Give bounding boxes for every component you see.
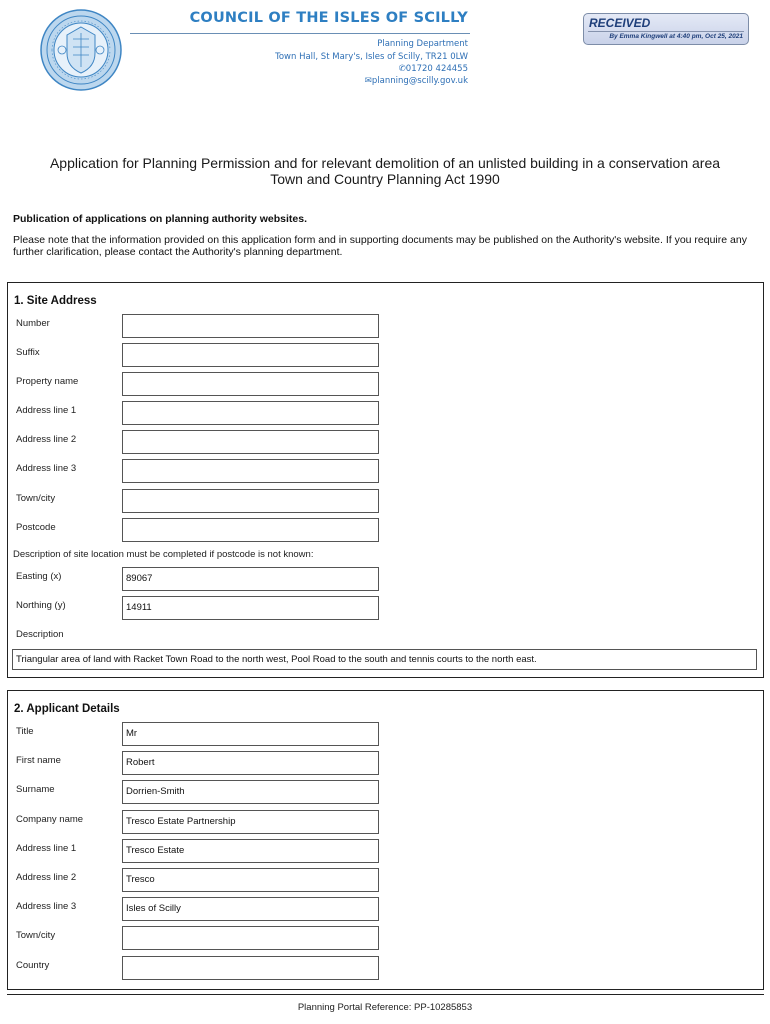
site-address-section	[7, 282, 764, 678]
council-phone: ✆01720 424455	[398, 64, 468, 74]
mail-icon: ✉	[364, 76, 372, 86]
council-address: Town Hall, St Mary's, Isles of Scilly, TR21 0LW	[275, 52, 468, 62]
council-seal-logo	[40, 9, 122, 91]
field-label-company-name: Company name	[16, 814, 84, 825]
field-label-easting: Easting (x)	[16, 571, 62, 582]
stamp-subtitle: By Emma Kingwell at 4:40 pm, Oct 25, 2021	[609, 33, 743, 40]
field-label-property-name: Property name	[16, 376, 79, 387]
country-field[interactable]	[122, 956, 379, 980]
description-field[interactable]: Triangular area of land with Racket Town Road to the north west, Pool Road to the south and tennis courts to the north east.	[12, 649, 757, 670]
field-label-address-line-2: Address line 2	[16, 434, 77, 445]
section-title-applicant-details: 2. Applicant Details	[14, 703, 120, 715]
surname-field[interactable]: Dorrien-Smith	[122, 780, 379, 804]
page-title	[0, 155, 770, 187]
applicant-address-line-3-field[interactable]: Isles of Scilly	[122, 897, 379, 921]
field-label-suffix: Suffix	[16, 347, 40, 358]
postcode-field[interactable]	[122, 518, 379, 542]
publication-text: Please note that the information provided on this application form and in supporting documents may be published on the Authority's website. If you require any further clarification, please contact the Authority's planning department.	[13, 234, 747, 258]
header-divider	[130, 33, 470, 34]
title-line-1: Application for Planning Permission and for relevant demolition of an unlisted building in a conservation area	[49, 155, 721, 171]
field-label-town-city: Town/city	[16, 493, 56, 504]
northing-field[interactable]: 14911	[122, 596, 379, 620]
field-label-number: Number	[16, 318, 50, 329]
field-label-title: Title	[16, 726, 34, 737]
company-name-field[interactable]: Tresco Estate Partnership	[122, 810, 379, 834]
title-line-2: Town and Country Planning Act 1990	[270, 171, 500, 187]
stamp-divider	[588, 31, 744, 32]
department-name: Planning Department	[377, 39, 468, 49]
applicant-address-line-2-field[interactable]: Tresco	[122, 868, 379, 892]
field-label-applicant-town-city: Town/city	[16, 930, 56, 941]
field-label-applicant-address-line-3: Address line 3	[16, 901, 77, 912]
field-label-postcode: Postcode	[16, 522, 56, 533]
field-label-address-line-3: Address line 3	[16, 463, 77, 474]
stamp-title: RECEIVED	[589, 16, 651, 30]
site-address-line-3-field[interactable]	[122, 459, 379, 483]
field-label-first-name: First name	[16, 755, 61, 766]
site-address-line-2-field[interactable]	[122, 430, 379, 454]
received-stamp	[583, 13, 749, 45]
field-label-surname: Surname	[16, 784, 55, 795]
title-field[interactable]: Mr	[122, 722, 379, 746]
applicant-town-city-field[interactable]	[122, 926, 379, 950]
council-name: COUNCIL OF THE ISLES OF SCILLY	[189, 10, 468, 26]
field-label-address-line-1: Address line 1	[16, 405, 77, 416]
footer-divider	[7, 994, 764, 995]
council-email: ✉planning@scilly.gov.uk	[364, 76, 468, 86]
field-label-applicant-address-line-2: Address line 2	[16, 872, 77, 883]
field-label-description: Description	[16, 629, 64, 640]
site-address-line-1-field[interactable]	[122, 401, 379, 425]
property-name-field[interactable]	[122, 372, 379, 396]
first-name-field[interactable]: Robert	[122, 751, 379, 775]
number-field[interactable]	[122, 314, 379, 338]
site-town-city-field[interactable]	[122, 489, 379, 513]
applicant-details-section	[7, 690, 764, 990]
field-label-applicant-address-line-1: Address line 1	[16, 843, 77, 854]
suffix-field[interactable]	[122, 343, 379, 367]
publication-heading: Publication of applications on planning authority websites.	[13, 213, 308, 225]
location-note: Description of site location must be completed if postcode is not known:	[13, 549, 314, 560]
easting-field[interactable]: 89067	[122, 567, 379, 591]
field-label-northing: Northing (y)	[16, 600, 66, 611]
planning-portal-reference: Planning Portal Reference: PP-10285853	[297, 1002, 473, 1013]
field-label-country: Country	[16, 960, 50, 971]
applicant-address-line-1-field[interactable]: Tresco Estate	[122, 839, 379, 863]
phone-icon: ✆	[398, 64, 406, 74]
section-title-site-address: 1. Site Address	[14, 295, 97, 307]
